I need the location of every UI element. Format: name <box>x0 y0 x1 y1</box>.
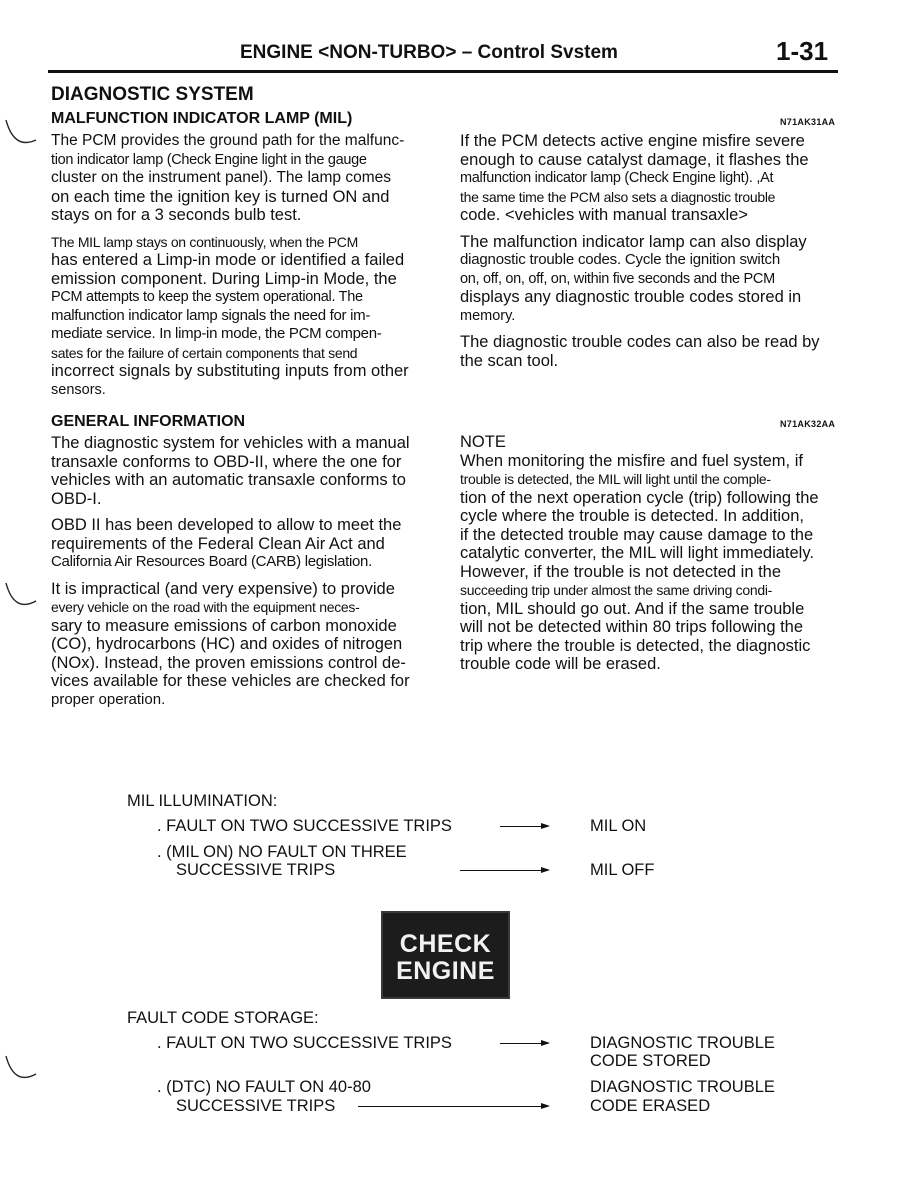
storage-row1-result-line2: CODE STORED <box>590 1052 711 1070</box>
lamp-line-1: CHECK <box>399 930 492 958</box>
page-number: 1-31 <box>776 36 829 66</box>
general-left-paragraph-1: The diagnostic system for vehicles with a manual transaxle conforms to OBD-II, where the one for vehicles with an automatic transaxle conforms to OBD-I. <box>51 434 410 508</box>
mil-row2-arrow <box>460 870 548 871</box>
mil-row2-condition-line2: SUCCESSIVE TRIPS <box>176 861 336 879</box>
mil-row2-condition-line1: . (MIL ON) NO FAULT ON THREE <box>157 843 407 861</box>
storage-row1-result-line1: DIAGNOSTIC TROUBLE <box>590 1034 775 1052</box>
mil-right-paragraph-3: The diagnostic trouble codes can also be read by the scan tool. <box>460 333 820 370</box>
mil-right-column <box>460 132 840 378</box>
lamp-line-2: ENGINE <box>396 957 495 985</box>
general-left-paragraph-2: OBD II has been developed to allow to meet the requirements of the Federal Clean Air Act and California Air Resources Board (CARB) legislation. <box>51 516 402 570</box>
mil-row1-result: MIL ON <box>590 817 647 835</box>
mil-illumination-title: MIL ILLUMINATION: <box>127 792 278 810</box>
check-engine-lamp-icon <box>381 911 510 999</box>
mil-right-paragraph-1: If the PCM detects active engine misfire severe enough to cause catalyst damage, it flashes the malfunction indicator lamp (Check Engine light). ,At the same time the PCM also sets a diagnostic trouble code. <vehicles with manual transaxle> <box>460 132 809 224</box>
storage-row2-condition-line2: SUCCESSIVE TRIPS <box>176 1097 336 1115</box>
storage-row2-arrow <box>358 1106 548 1107</box>
mil-row1-condition: . FAULT ON TWO SUCCESSIVE TRIPS <box>157 817 452 835</box>
page-header-title: ENGINE <NON-TURBO> – Control Svstem <box>240 42 618 63</box>
header-rule <box>48 70 838 73</box>
storage-row2-condition-line1: . (DTC) NO FAULT ON 40-80 <box>157 1078 371 1096</box>
binder-mark-1 <box>6 120 36 143</box>
mil-left-paragraph-1: The PCM provides the ground path for the malfunc- tion indicator lamp (Check Engine light in the gauge cluster on the instrument panel). The lamp comes on each time the ignition key is turned ON and stays on for a 3 seconds bulb test. <box>51 132 405 224</box>
storage-row2-result-line1: DIAGNOSTIC TROUBLE <box>590 1078 775 1096</box>
storage-row1-condition: . FAULT ON TWO SUCCESSIVE TRIPS <box>157 1034 452 1052</box>
storage-row2-result-line2: CODE ERASED <box>590 1097 711 1115</box>
general-left-column <box>51 434 431 717</box>
fault-code-storage-title: FAULT CODE STORAGE: <box>127 1009 319 1027</box>
mil-heading: MALFUNCTION INDICATOR LAMP (MIL) <box>51 110 353 127</box>
binder-marks <box>0 0 50 1200</box>
general-left-paragraph-3: It is impractical (and very expensive) to provide every vehicle on the road with the equipment neces- sary to measure emissions of carbon monoxide (CO), hydrocarbons (HC) and oxides of nitrogen (NOx). Instead, the proven emissions control de- vices available for these vehicles are checked for proper operation. <box>51 579 410 708</box>
mil-left-paragraph-2: The MIL lamp stays on continuously, when the PCM has entered a Limp-in mode or identified a failed emission component. During Limp-in Mode, the PCM attempts to keep the system operational. The malfunction indicator lamp signals the need for im- mediate service. In limp-in mode, the PCM compen- sates for the failure of certain components that send incorrect signals by substituting inputs from other sensors. <box>51 233 409 398</box>
mil-row1-arrow <box>500 826 548 827</box>
binder-mark-2 <box>6 583 36 604</box>
mil-right-paragraph-2: The malfunction indicator lamp can also display diagnostic trouble codes. Cycle the ignition switch on, off, on, off, on, within five seconds and the PCM displays any diagnostic trouble codes stored in memory. <box>460 232 807 324</box>
section-title: DIAGNOSTIC SYSTEM <box>51 84 254 105</box>
binder-mark-3 <box>6 1056 36 1077</box>
mil-row2-result: MIL OFF <box>590 861 655 879</box>
general-section-code: N71AK32AA <box>780 419 836 429</box>
note-label: NOTE <box>460 433 506 451</box>
mil-section-code: N71AK31AA <box>780 117 836 127</box>
general-info-heading: GENERAL INFORMATION <box>51 413 246 430</box>
mil-left-column <box>51 132 431 407</box>
general-note: NOTE When monitoring the misfire and fuel system, if trouble is detected, the MIL will light until the comple- tion of the next operation cycle (trip) following the cycle where the trouble is detected. In addition, if the detected trouble may cause damage to the catalytic converter, the MIL will light immediately. However, if the trouble is not detected in the succeeding trip under almost the same driving condi- tion, MIL should go out. And if the same trouble will not be detected within 80 trips following the trip where the trouble is detected, the diagnostic trouble code will be erased. <box>460 433 840 674</box>
storage-row1-arrow <box>500 1043 548 1044</box>
